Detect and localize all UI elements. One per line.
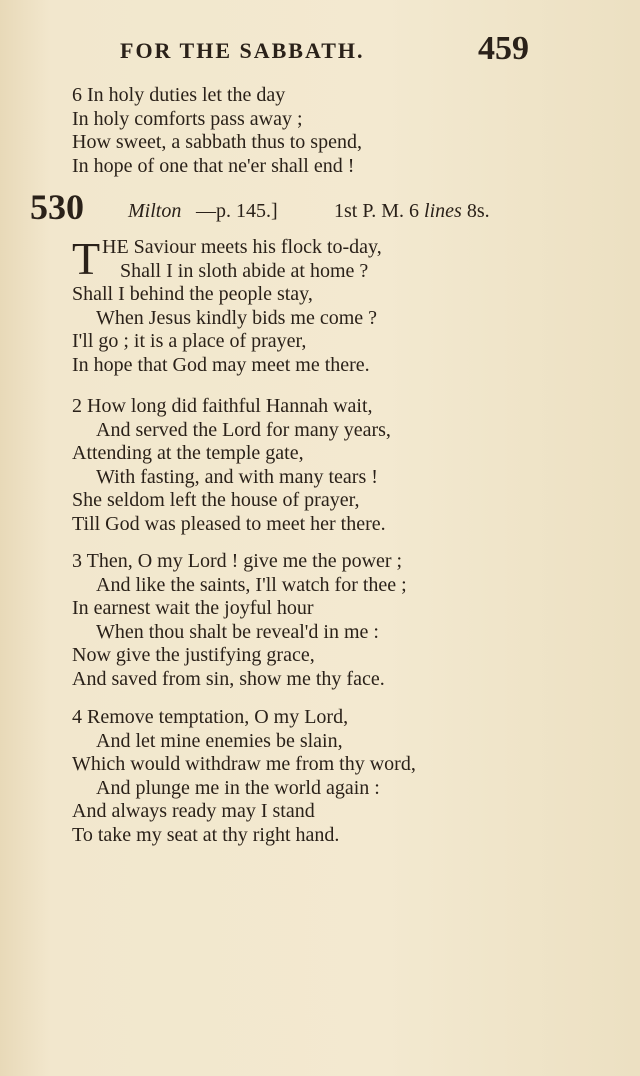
verse-line: Shall I in sloth abide at home ? (120, 259, 369, 282)
page-number: 459 (478, 30, 529, 67)
verse-line: I'll go ; it is a place of prayer, (72, 330, 307, 353)
verse-line: 6 In holy duties let the day (72, 84, 286, 106)
verse-line: 3 Then, O my Lord ! give me the power ; (72, 550, 403, 572)
previous-hymn-stanza (72, 84, 552, 178)
verse-line: In earnest wait the joyful hour (72, 597, 314, 620)
meter-suffix: 8s. (461, 200, 490, 222)
verse-line: With fasting, and with many tears ! (96, 465, 378, 488)
verse-line: HE Saviour meets his flock to-day, (102, 236, 382, 258)
verse-line: How sweet, a sabbath thus to spend, (72, 131, 362, 154)
meter-lines: lines (424, 200, 462, 222)
stanza-1 (72, 233, 552, 378)
meter-label: 1st P. M. 6 (334, 200, 425, 222)
verse-line: In holy comforts pass away ; (72, 107, 303, 130)
drop-cap: T (72, 233, 101, 284)
verse-line: Attending at the temple gate, (72, 442, 304, 465)
verse-line: When Jesus kindly bids me come ? (96, 306, 378, 329)
running-title: FOR THE SABBATH. (120, 38, 365, 63)
verse-line: Now give the justifying grace, (72, 644, 315, 667)
verse-line: In hope of one that ne'er shall end ! (72, 154, 355, 177)
verse-line: And like the saints, I'll watch for thee ; (96, 573, 407, 596)
verse-line: 4 Remove temptation, O my Lord, (72, 706, 349, 728)
verse-line: And plunge me in the world again : (96, 776, 380, 799)
verse-line: Shall I behind the people stay, (72, 283, 313, 306)
verse-line: To take my seat at thy right hand. (72, 823, 340, 846)
verse-line: And served the Lord for many years, (96, 418, 391, 441)
stanza-3 (72, 550, 552, 692)
verse-line: In hope that God may meet me there. (72, 353, 370, 376)
verse-line: Which would withdraw me from thy word, (72, 753, 416, 776)
tune-name: Milton (128, 200, 182, 222)
tune-page-reference: —p. 145.] (196, 200, 278, 222)
verse-line: And let mine enemies be slain, (96, 729, 343, 752)
verse-line: And saved from sin, show me thy face. (72, 667, 385, 690)
meter (334, 200, 490, 223)
verse-line: 2 How long did faithful Hannah wait, (72, 395, 373, 417)
hymn-number: 530 (30, 187, 84, 227)
verse-line: When thou shalt be reveal'd in me : (96, 620, 379, 643)
verse-line: Till God was pleased to meet her there. (72, 512, 386, 535)
verse-line: And always ready may I stand (72, 800, 315, 823)
verse-line: She seldom left the house of prayer, (72, 489, 360, 512)
stanza-2 (72, 395, 552, 537)
hymn-header (30, 186, 610, 226)
stanza-4 (72, 706, 552, 848)
